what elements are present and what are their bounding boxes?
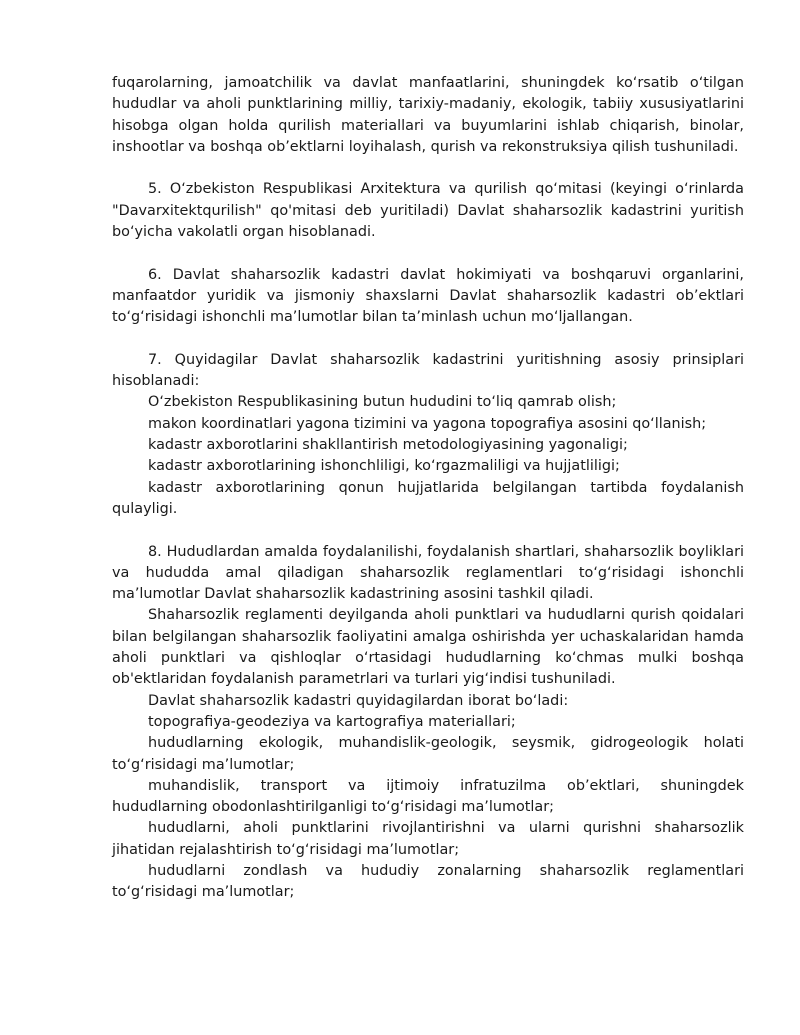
list-item: makon koordinatlari yagona tizimini va yagona topografiya asosini qo‘llanish;: [148, 415, 707, 432]
list-item: topografiya-geodeziya va kartografiya materiallari;: [148, 713, 516, 730]
paragraph-gap: [112, 158, 744, 179]
paragraph-kadastr-composition: Davlat shaharsozlik kadastri quyidagilardan iborat bo‘ladi:: [148, 692, 569, 709]
paragraph-6: 6. Davlat shaharsozlik kadastri davlat hokimiyati va boshqaruvi organlarini, manfaatdor yuridik va jismoniy shaxslarni Davlat shaharsozlik kadastri ob’ektlari to‘g‘risidagi ishonchli ma’lumotlar bilan ta’minlash uchun mo‘ljallangan.: [112, 266, 744, 326]
paragraph-7: 7. Quyidagilar Davlat shaharsozlik kadastrini yuritishning asosiy prinsiplari hisoblanadi:: [112, 351, 744, 390]
document-page: [112, 73, 744, 904]
list-item: hududlarni, aholi punktlarini rivojlantirishni va ularni qurishni shaharsozlik jihatidan rejalashtirish to‘g‘risidagi ma’lumotlar;: [112, 820, 744, 858]
paragraph-reglament-definition: Shaharsozlik reglamenti deyilganda aholi punktlari va hududlarni qurish qoidalari bilan belgilangan shaharsozlik faoliyatini amalga oshirishda yer uchaskalaridan hamda aholi punktlari va qishloqlar o‘rtasidagi hududlarning ko‘chmas mulki boshqa ob'ektlaridan foydalanish parametrlari va turlari yig‘indisi tushuniladi.: [112, 607, 744, 688]
list-item: O‘zbekiston Respublikasining butun hududini to‘liq qamrab olish;: [148, 394, 617, 411]
list-item: kadastr axborotlarini shakllantirish metodologiyasining yagonaligi;: [148, 437, 628, 454]
paragraph-gap: [112, 243, 744, 264]
paragraph-8: 8. Hududlardan amalda foydalanilishi, foydalanish shartlari, shaharsozlik boyliklari va hududda amal qiladigan shaharsozlik reglamentlari to‘g‘risidagi ishonchli ma’lumotlar Davlat shaharsozlik kadastrining asosini tashkil qiladi.: [112, 543, 744, 603]
paragraph-intro: fuqarolarning, jamoatchilik va davlat manfaatlarini, shuningdek ko‘rsatib o‘tilgan hududlar va aholi punktlarining milliy, tarixiy-madaniy, ekologik, tabiiy xususiyatlarini hisobga olgan holda qurilish materiallari va buyumlarini ishlab chiqarish, binolar, inshootlar va boshqa ob’ektlarni loyihalash, qurish va rekonstruksiya qilish tushuniladi.: [112, 75, 744, 155]
list-item: kadastr axborotlarining qonun hujjatlarida belgilangan tartibda foydalanish qulayligi.: [112, 479, 744, 517]
paragraph-gap: [112, 520, 744, 541]
list-item: hududlarning ekologik, muhandislik-geologik, seysmik, gidrogeologik holati to‘g‘risidagi ma’lumotlar;: [112, 735, 744, 773]
paragraph-gap: [112, 329, 744, 350]
list-item: kadastr axborotlarining ishonchliligi, ko‘rgazmaliligi va hujjatliligi;: [148, 458, 620, 475]
list-item: hududlarni zondlash va hududiy zonalarning shaharsozlik reglamentlari to‘g‘risidagi ma’lumotlar;: [112, 862, 744, 901]
paragraph-5: 5. O‘zbekiston Respublikasi Arxitektura va qurilish qo‘mitasi (keyingi o‘rinlarda "Davarxitektqurilish" qo'mitasi deb yuritiladi) Davlat shaharsozlik kadastrini yuritish bo‘yicha vakolatli organ hisoblanadi.: [112, 181, 744, 241]
list-item: muhandislik, transport va ijtimoiy infratuzilma ob’ektlari, shuningdek hududlarning obodonlashtirilganligi to‘g‘risidagi ma’lumotlar;: [112, 777, 744, 816]
